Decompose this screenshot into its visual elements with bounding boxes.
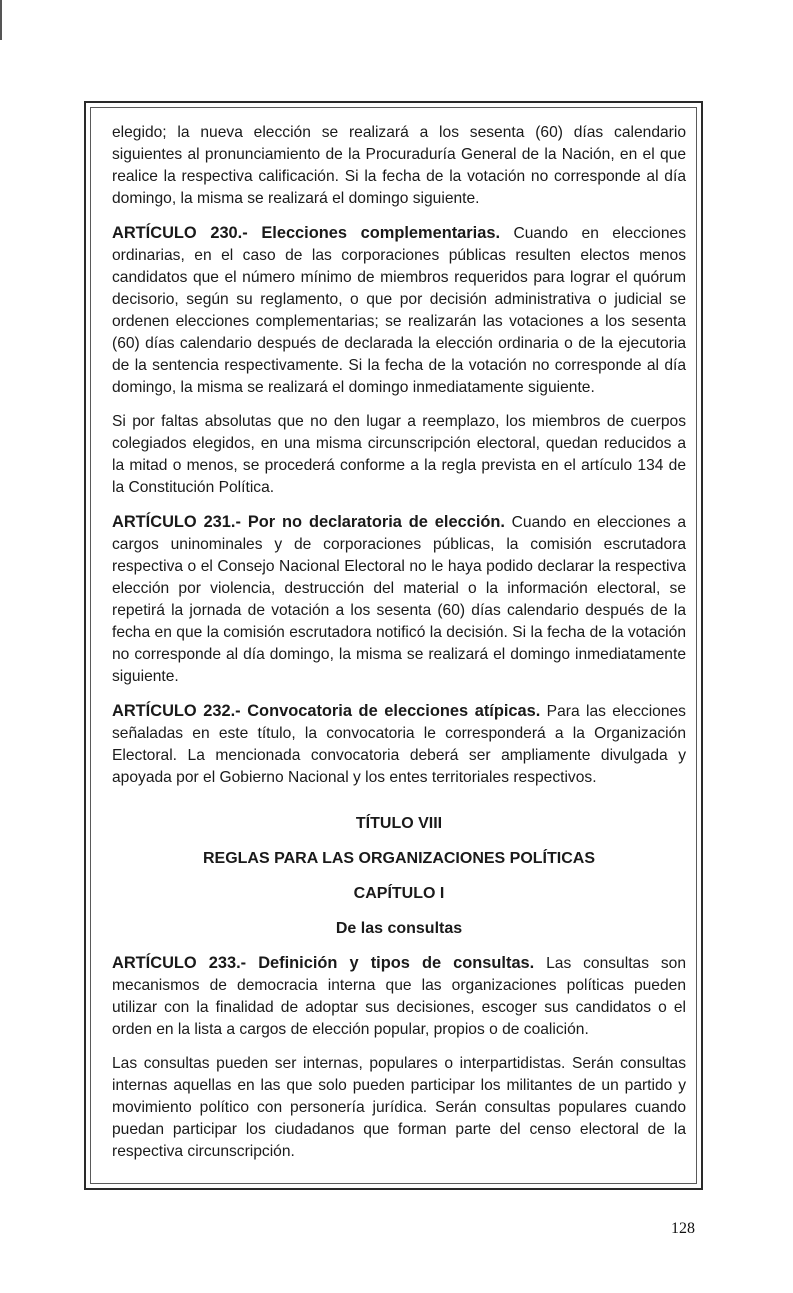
scan-edge-mark	[0, 0, 2, 40]
article-230-heading: ARTÍCULO 230.- Elecciones complementarias.	[112, 224, 501, 242]
article-233-paragraph-2: Las consultas pueden ser internas, populares o interpartidistas. Serán consultas internas aquellas en las que solo pueden participar los militantes de un partido y movimiento político con personería jurídica. Serán consultas populares cuando puedan participar los ciudadanos que forman parte del censo electoral de la respectiva circunscripción.	[112, 1055, 686, 1160]
page-number: 128	[671, 1220, 695, 1237]
article-233	[112, 952, 686, 1041]
title-subheading: REGLAS PARA LAS ORGANIZACIONES POLÍTICAS	[202, 850, 595, 867]
title-heading: TÍTULO VIII	[355, 815, 443, 832]
section-heading: De las consultas	[335, 920, 463, 937]
article-230-body: Cuando en elecciones ordinarias, en el caso de las corporaciones públicas resulten electos menos candidatos que el número mínimo de miembros requeridos para lograr el quórum decisorio, según su reglamento, o que por decisión administrativa o judicial se ordenen elecciones complementarias; se realizarán las votaciones a los sesenta (60) días calendario después de declarada la elección ordinaria o de la ejecutoria de la sentencia respectivamente. Si la fecha de la votación no corresponde al día domingo, la misma se realizará el domingo inmediatamente siguiente.	[112, 225, 686, 396]
article-232	[112, 700, 686, 789]
article-231-body: Cuando en elecciones a cargos uninominales y de corporaciones públicas, la comisión escrutadora respectiva o el Consejo Nacional Electoral no le haya podido declarar la respectiva elección por violencia, destrucción del material o la información electoral, se repetirá la jornada de votación a los sesenta (60) días calendario después de la fecha en que la comisión escrutadora notificó la decisión. Si la fecha de la votación no corresponde al día domingo, la misma se realizará el domingo inmediatamente siguiente.	[112, 514, 687, 685]
article-230	[112, 222, 686, 399]
chapter-heading: CAPÍTULO I	[353, 885, 445, 902]
page-content	[112, 122, 686, 1175]
article-230-paragraph-2: Si por faltas absolutas que no den lugar a reemplazo, los miembros de cuerpos colegiados elegidos, en una misma circunscripción electoral, quedan reducidos a la mitad o menos, se procederá conforme a la regla prevista en el artículo 134 de la Constitución Política.	[112, 413, 686, 496]
article-233-body: Las consultas son mecanismos de democracia interna que las organizaciones políticas pueden utilizar con la finalidad de adoptar sus decisiones, escoger sus candidatos o el orden en la lista a cargos de elección popular, propios o de coalición.	[112, 955, 686, 1038]
paragraph-continuation: elegido; la nueva elección se realizará a los sesenta (60) días calendario siguientes al pronunciamiento de la Procuraduría General de la Nación, en el que realice la respectiva calificación. Si la fecha de la votación no corresponde al día domingo, la misma se realizará el domingo siguiente.	[112, 124, 686, 207]
article-232-heading: ARTÍCULO 232.- Convocatoria de elecciones atípicas.	[112, 702, 541, 720]
article-231	[112, 511, 686, 688]
article-231-heading: ARTÍCULO 231.- Por no declaratoria de elección.	[112, 513, 505, 531]
article-232-body: Para las elecciones señaladas en este título, la convocatoria le corresponderá a la Organización Electoral. La mencionada convocatoria deberá ser ampliamente divulgada y apoyada por el Gobierno Nacional y los entes territoriales respectivos.	[112, 703, 686, 786]
article-233-heading: ARTÍCULO 233.- Definición y tipos de consultas.	[112, 954, 535, 972]
